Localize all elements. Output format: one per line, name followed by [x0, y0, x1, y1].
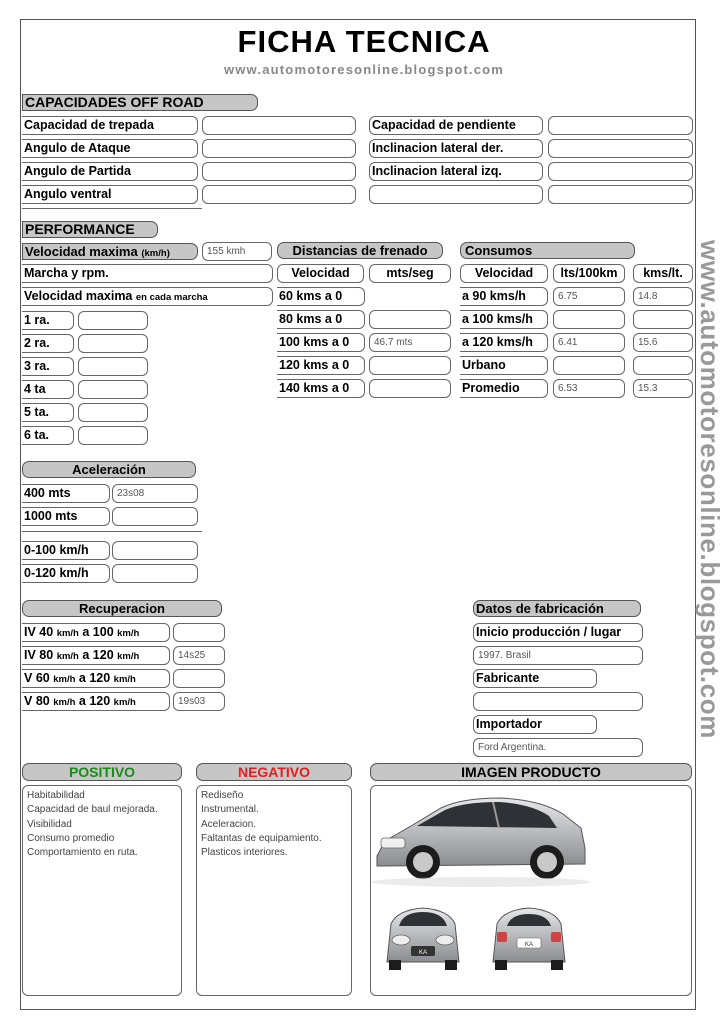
product-image-area [370, 785, 692, 996]
consumos-row-label: Promedio [460, 379, 548, 398]
car-side-image [371, 786, 691, 995]
recuperacion-label: V 60 km/h a 120 km/h [22, 669, 170, 688]
inicio-value[interactable]: 1997. Brasil [473, 646, 643, 665]
consumos-kml-input[interactable] [633, 310, 693, 329]
negativo-item: Faltantas de equipamiento. [201, 832, 322, 844]
consumos-kml-input[interactable]: 15.6 [633, 333, 693, 352]
positivo-item: Habitabilidad [27, 790, 85, 801]
consumos-row-label: a 120 kms/h [460, 333, 548, 352]
page-title: FICHA TECNICA [237, 24, 491, 59]
consumos-kml-input[interactable]: 14.8 [633, 287, 693, 306]
divider [22, 208, 202, 209]
offroad-input[interactable] [202, 185, 356, 204]
inicio-label: Inicio producción / lugar [473, 623, 643, 642]
gear-input[interactable] [78, 403, 148, 422]
consumos-row-label: a 90 kms/h [460, 287, 548, 306]
offroad-label: Angulo de Partida [22, 162, 198, 181]
gear-input[interactable] [78, 426, 148, 445]
negativo-item: Aceleracion. [201, 818, 257, 830]
aceleracion-label: 1000 mts [22, 507, 110, 526]
positivo-item: Comportamiento en ruta. [27, 847, 138, 859]
gear-label: 6 ta. [22, 426, 74, 445]
offroad-input[interactable] [202, 116, 356, 135]
negativo-item: Rediseño [201, 790, 244, 801]
consumos-l100-input[interactable]: 6.75 [553, 287, 625, 306]
frenado-input[interactable] [369, 356, 451, 375]
marcha-label: Marcha y rpm. [22, 264, 273, 283]
recuperacion-input[interactable] [173, 669, 225, 688]
gear-input[interactable] [78, 357, 148, 376]
frenado-row-label: 140 kms a 0 [277, 379, 365, 398]
frenado-row-label: 80 kms a 0 [277, 310, 365, 329]
gear-label: 2 ra. [22, 334, 74, 353]
positivo-item: Consumo promedio [27, 832, 115, 844]
importador-value[interactable]: Ford Argentina. [473, 738, 643, 757]
offroad-input[interactable] [202, 139, 356, 158]
offroad-input[interactable] [548, 185, 693, 204]
negativo-item: Instrumental. [201, 804, 259, 816]
offroad-label: Angulo ventral [22, 185, 198, 204]
offroad-input[interactable] [369, 185, 543, 204]
consumos-kml-input[interactable] [633, 356, 693, 375]
fabricante-label: Fabricante [473, 669, 597, 688]
gear-input[interactable] [78, 380, 148, 399]
frenado-row-label: 120 kms a 0 [277, 356, 365, 375]
aceleracion-input[interactable] [112, 507, 198, 526]
consumos-kml-input[interactable]: 15.3 [633, 379, 693, 398]
consumos-l100-input[interactable]: 6.41 [553, 333, 625, 352]
fabricacion-header: Datos de fabricación [473, 600, 641, 617]
frenado-col-unit: mts/seg [369, 264, 451, 283]
vertical-url-watermark: www.automotoresonline.blogspot.com [695, 240, 725, 740]
imagen-header: IMAGEN PRODUCTO [370, 763, 692, 781]
consumos-row-label: a 100 kms/h [460, 310, 548, 329]
frenado-header: Distancias de frenado [277, 242, 443, 259]
recuperacion-input[interactable]: 19s03 [173, 692, 225, 711]
fabricante-value[interactable] [473, 692, 643, 711]
gear-label: 5 ta. [22, 403, 74, 422]
offroad-label: Inclinacion lateral izq. [369, 162, 543, 181]
offroad-label: Capacidad de pendiente [369, 116, 543, 135]
vmax-label: Velocidad maxima (km/h) [22, 243, 198, 260]
site-url: www.automotoresonline.blogspot.com [223, 62, 505, 77]
frenado-row-label: 100 kms a 0 [277, 333, 365, 352]
offroad-input[interactable] [548, 139, 693, 158]
frenado-input[interactable]: 46.7 mts [369, 333, 451, 352]
svg-text:KA: KA [524, 942, 534, 948]
consumos-col-speed: Velocidad [460, 264, 548, 283]
recuperacion-input[interactable] [173, 623, 225, 642]
aceleracion-label: 0-100 km/h [22, 541, 110, 560]
gear-label: 1 ra. [22, 311, 74, 330]
aceleracion-label: 400 mts [22, 484, 110, 503]
frenado-input[interactable] [369, 379, 451, 398]
offroad-input[interactable] [548, 116, 693, 135]
consumos-col-kml: kms/lt. [633, 264, 693, 283]
negativo-item: Plasticos interiores. [201, 847, 288, 859]
positivo-item: Visibilidad [27, 818, 72, 830]
offroad-header: CAPACIDADES OFF ROAD [22, 94, 258, 111]
svg-text:KA: KA [418, 950, 428, 956]
recuperacion-label: IV 80 km/h a 120 km/h [22, 646, 170, 665]
aceleracion-label: 0-120 km/h [22, 564, 110, 583]
frenado-row-label: 60 kms a 0 [277, 287, 365, 306]
offroad-input[interactable] [548, 162, 693, 181]
recuperacion-label: V 80 km/h a 120 km/h [22, 692, 170, 711]
offroad-input[interactable] [202, 162, 356, 181]
recuperacion-label: IV 40 km/h a 100 km/h [22, 623, 170, 642]
aceleracion-input[interactable]: 23s08 [112, 484, 198, 503]
gear-label: 3 ra. [22, 357, 74, 376]
performance-header: PERFORMANCE [22, 221, 158, 238]
frenado-col-speed: Velocidad [277, 264, 364, 283]
vmax-marcha-label: Velocidad maxima en cada marcha [22, 287, 273, 306]
gear-input[interactable] [78, 334, 148, 353]
negativo-header: NEGATIVO [196, 763, 352, 781]
importador-label: Importador [473, 715, 597, 734]
negativo-list[interactable] [196, 785, 352, 996]
offroad-label: Angulo de Ataque [22, 139, 198, 158]
offroad-label: Capacidad de trepada [22, 116, 198, 135]
recuperacion-input[interactable]: 14s25 [173, 646, 225, 665]
vmax-value[interactable]: 155 kmh [202, 242, 272, 261]
offroad-label: Inclinacion lateral der. [369, 139, 543, 158]
consumos-row-label: Urbano [460, 356, 548, 375]
consumos-l100-input[interactable] [553, 310, 625, 329]
aceleracion-input[interactable] [112, 564, 198, 583]
gear-label: 4 ta [22, 380, 74, 399]
positivo-header: POSITIVO [22, 763, 182, 781]
aceleracion-input[interactable] [112, 541, 198, 560]
aceleracion-header: Aceleración [22, 461, 196, 478]
gear-input[interactable] [78, 311, 148, 330]
consumos-header: Consumos [460, 242, 635, 259]
consumos-l100-input[interactable]: 6.53 [553, 379, 625, 398]
positivo-item: Capacidad de baul mejorada. [27, 804, 158, 816]
divider [22, 531, 202, 532]
consumos-col-l100: lts/100km [553, 264, 625, 283]
consumos-l100-input[interactable] [553, 356, 625, 375]
recuperacion-header: Recuperacion [22, 600, 222, 617]
frenado-input[interactable] [369, 310, 451, 329]
positivo-list[interactable] [22, 785, 182, 996]
